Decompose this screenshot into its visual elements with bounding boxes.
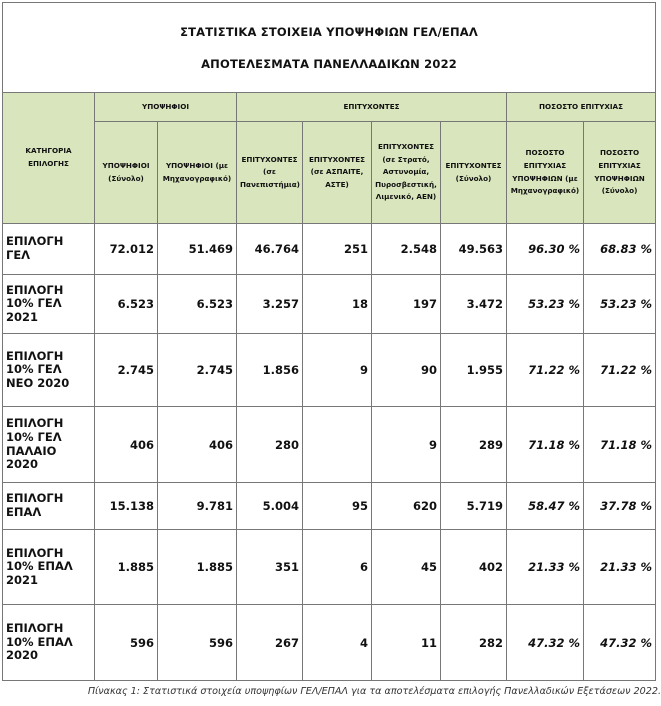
header-col-aspaite-aste: ΕΠΙΤΥΧΟΝΤΕΣ (σε ΑΣΠΑΙΤΕ, ΑΣΤΕ)	[303, 122, 372, 224]
row-category: ΕΠΙΛΟΓΗ 10% ΕΠΑΛ 2021	[3, 530, 95, 605]
value-cell: 51.469	[158, 224, 237, 275]
value-cell: 280	[237, 407, 303, 483]
row-category: ΕΠΙΛΟΓΗ ΓΕΛ	[3, 224, 95, 275]
value-cell: 620	[372, 483, 441, 530]
value-cell: 5.004	[237, 483, 303, 530]
value-cell: 49.563	[441, 224, 507, 275]
rate-cell: 58.47 %	[507, 483, 584, 530]
table-row	[3, 483, 656, 530]
value-cell: 9	[372, 407, 441, 483]
table-row	[3, 334, 656, 407]
value-cell: 18	[303, 275, 372, 334]
value-cell: 2.745	[158, 334, 237, 407]
header-category: ΚΑΤΗΓΟΡΙΑ ΕΠΙΛΟΓΗΣ	[3, 93, 95, 224]
value-cell: 1.885	[95, 530, 158, 605]
row-category: ΕΠΙΛΟΓΗ 10% ΓΕΛ ΠΑΛΑΙΟ 2020	[3, 407, 95, 483]
value-cell: 46.764	[237, 224, 303, 275]
value-cell: 15.138	[95, 483, 158, 530]
stats-table-frame	[2, 2, 656, 681]
header-col-candidates-application: ΥΠΟΨΗΦΙΟΙ (με Μηχανογραφικό)	[158, 122, 237, 224]
rate-cell: 71.18 %	[507, 407, 584, 483]
value-cell: 406	[95, 407, 158, 483]
value-cell: 3.472	[441, 275, 507, 334]
title-row	[3, 3, 656, 93]
rate-cell: 53.23 %	[584, 275, 656, 334]
value-cell: 95	[303, 483, 372, 530]
rate-cell: 96.30 %	[507, 224, 584, 275]
value-cell: 251	[303, 224, 372, 275]
stats-table	[2, 2, 656, 681]
rate-cell: 71.18 %	[584, 407, 656, 483]
rate-cell: 68.83 %	[584, 224, 656, 275]
rate-cell: 71.22 %	[584, 334, 656, 407]
header-col-rate-application: ΠΟΣΟΣΤΟ ΕΠΙΤΥΧΙΑΣ ΥΠΟΨΗΦΙΩΝ (με Μηχανογραφικό)	[507, 122, 584, 224]
value-cell: 5.719	[441, 483, 507, 530]
column-header-row	[3, 122, 656, 224]
rate-cell: 71.22 %	[507, 334, 584, 407]
value-cell: 282	[441, 605, 507, 681]
value-cell: 289	[441, 407, 507, 483]
value-cell: 6.523	[158, 275, 237, 334]
value-cell: 1.885	[158, 530, 237, 605]
table-row	[3, 407, 656, 483]
header-col-rate-total: ΠΟΣΟΣΤΟ ΕΠΙΤΥΧΙΑΣ ΥΠΟΨΗΦΙΩΝ (Σύνολο)	[584, 122, 656, 224]
header-col-universities: ΕΠΙΤΥΧΟΝΤΕΣ (σε Πανεπιστήμια)	[237, 122, 303, 224]
header-group-successful: ΕΠΙΤΥΧΟΝΤΕΣ	[237, 93, 507, 122]
value-cell: 1.955	[441, 334, 507, 407]
rate-cell: 53.23 %	[507, 275, 584, 334]
value-cell: 72.012	[95, 224, 158, 275]
value-cell: 3.257	[237, 275, 303, 334]
value-cell: 4	[303, 605, 372, 681]
header-group-candidates: ΥΠΟΨΗΦΙΟΙ	[95, 93, 237, 122]
value-cell: 1.856	[237, 334, 303, 407]
value-cell: 90	[372, 334, 441, 407]
row-category: ΕΠΙΛΟΓΗ ΕΠΑΛ	[3, 483, 95, 530]
rate-cell: 47.32 %	[584, 605, 656, 681]
value-cell: 197	[372, 275, 441, 334]
value-cell: 351	[237, 530, 303, 605]
value-cell: 267	[237, 605, 303, 681]
header-col-military-police: ΕΠΙΤΥΧΟΝΤΕΣ (σε Στρατό, Αστυνομία, Πυροσβεστική, Λιμενικό, ΑΕΝ)	[372, 122, 441, 224]
value-cell: 6.523	[95, 275, 158, 334]
value-cell	[303, 407, 372, 483]
value-cell: 406	[158, 407, 237, 483]
value-cell: 596	[158, 605, 237, 681]
table-row	[3, 605, 656, 681]
title-line-1: ΣΤΑΤΙΣΤΙΚΑ ΣΤΟΙΧΕΙΑ ΥΠΟΨΗΦΙΩΝ ΓΕΛ/ΕΠΑΛ	[180, 24, 478, 39]
header-col-successful-total: ΕΠΙΤΥΧΟΝΤΕΣ (Σύνολο)	[441, 122, 507, 224]
rate-cell: 21.33 %	[584, 530, 656, 605]
rate-cell: 37.78 %	[584, 483, 656, 530]
value-cell: 596	[95, 605, 158, 681]
value-cell: 11	[372, 605, 441, 681]
table-row	[3, 275, 656, 334]
value-cell: 9.781	[158, 483, 237, 530]
table-caption: Πίνακας 1: Στατιστικά στοιχεία υποψηφίων ΓΕΛ/ΕΠΑΛ για τα αποτελέσματα επιλογής Πανελλαδικών Εξετάσεων 2022.	[87, 686, 661, 697]
row-category: ΕΠΙΛΟΓΗ 10% ΕΠΑΛ 2020	[3, 605, 95, 681]
row-category: ΕΠΙΛΟΓΗ 10% ΓΕΛ 2021	[3, 275, 95, 334]
table-row	[3, 530, 656, 605]
value-cell: 2.548	[372, 224, 441, 275]
rate-cell: 21.33 %	[507, 530, 584, 605]
table-title	[3, 3, 656, 93]
row-category: ΕΠΙΛΟΓΗ 10% ΓΕΛ ΝΕΟ 2020	[3, 334, 95, 407]
value-cell: 6	[303, 530, 372, 605]
header-group-rate: ΠΟΣΟΣΤΟ ΕΠΙΤΥΧΙΑΣ	[507, 93, 656, 122]
table-row	[3, 224, 656, 275]
value-cell: 402	[441, 530, 507, 605]
value-cell: 45	[372, 530, 441, 605]
group-header-row	[3, 93, 656, 122]
header-col-candidates-total: ΥΠΟΨΗΦΙΟΙ (Σύνολο)	[95, 122, 158, 224]
title-line-2: ΑΠΟΤΕΛΕΣΜΑΤΑ ΠΑΝΕΛΛΑΔΙΚΩΝ 2022	[201, 56, 457, 71]
value-cell: 9	[303, 334, 372, 407]
rate-cell: 47.32 %	[507, 605, 584, 681]
value-cell: 2.745	[95, 334, 158, 407]
